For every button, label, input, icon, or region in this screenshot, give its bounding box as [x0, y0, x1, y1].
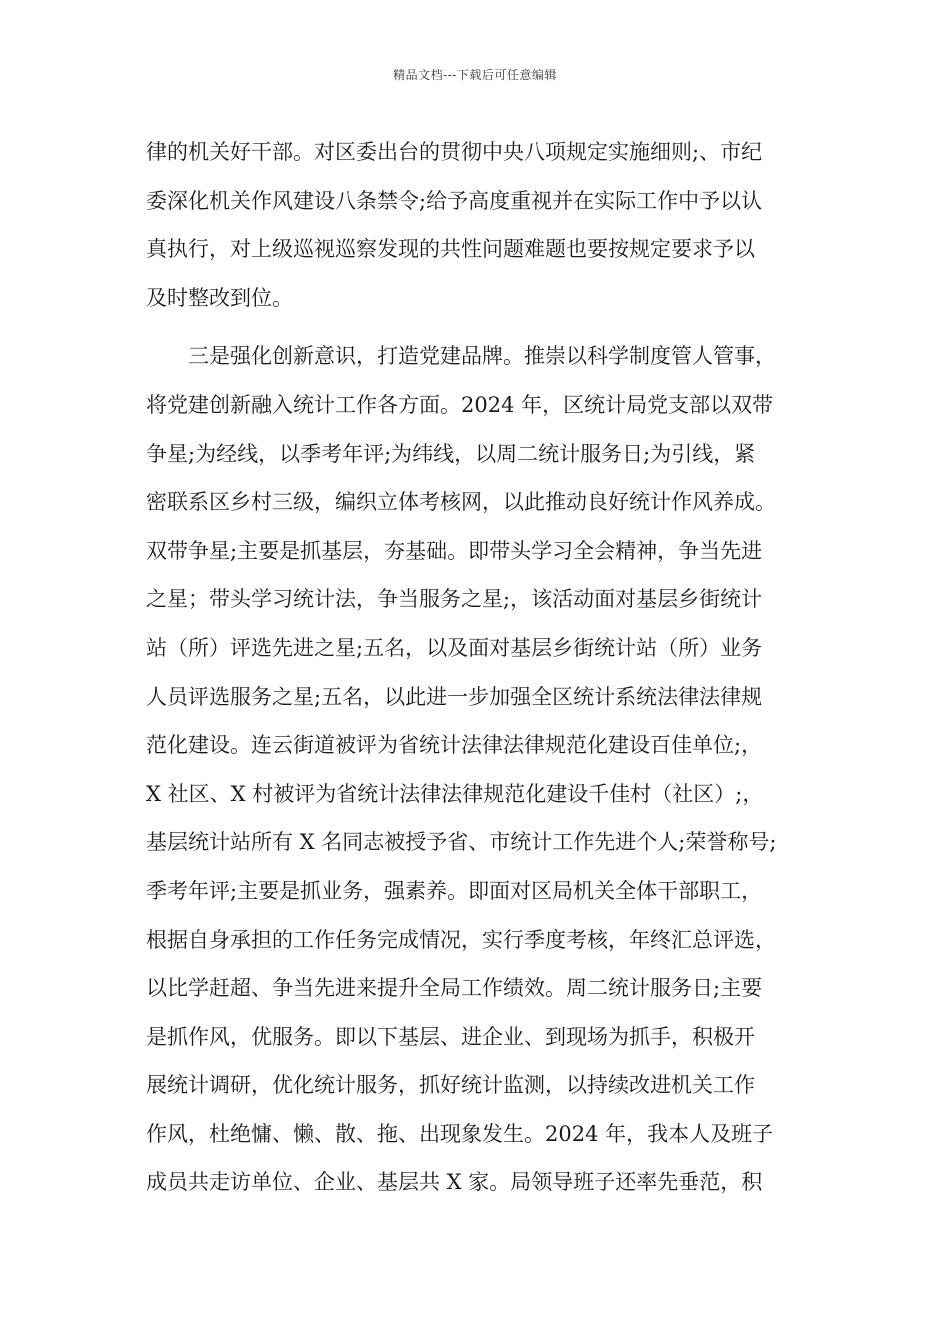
text-line: 基层统计站所有 X 名同志被授予省、市统计工作先进个人;荣誉称号;	[146, 830, 777, 855]
text-line: 展统计调研，优化统计服务，抓好统计监测，以持续改进机关工作	[146, 1073, 755, 1098]
text-line: X 社区、X 村被评为省统计法律法律规范化建设千佳村（社区）;，	[146, 781, 764, 806]
text-line: 范化建设。连云街道被评为省统计法律法律规范化建设百佳单位;，	[146, 733, 763, 758]
text-line: 委深化机关作风建设八条禁令;给予高度重视并在实际工作中予以认	[146, 188, 763, 213]
text-line: 是抓作风，优服务。即以下基层、进企业、到现场为抓手，积极开	[146, 1024, 755, 1049]
text-line: 作风，杜绝慵、懒、散、拖、出现象发生。2024 年，我本人及班子	[146, 1121, 774, 1146]
text-line: 争星;为经线，以季考年评;为纬线，以周二统计服务日;为引线，紧	[146, 441, 756, 466]
text-line: 站（所）评选先进之星;五名，以及面对基层乡街统计站（所）业务	[146, 635, 763, 660]
page-header: 精品文档---下载后可任意编辑	[393, 68, 557, 82]
text-line: 密联系区乡村三级，编织立体考核网，以此推动良好统计作风养成。	[146, 490, 776, 515]
text-line: 双带争星;主要是抓基层，夯基础。即带头学习全会精神，争当先进	[146, 538, 763, 563]
text-line: 人员评选服务之星;五名，以此进一步加强全区统计系统法律法律规	[146, 684, 763, 709]
paragraph-start-line: 三是强化创新意识，打造党建品牌。推崇以科学制度管人管事，	[146, 344, 776, 369]
text-line: 成员共走访单位、企业、基层共 X 家。局领导班子还率先垂范，积	[146, 1170, 763, 1195]
text-line: 根据自身承担的工作任务完成情况，实行季度考核，年终汇总评选，	[146, 927, 776, 952]
text-line: 以比学赶超、争当先进来提升全局工作绩效。周二统计服务日;主要	[146, 976, 763, 1001]
text-line: 之星；带头学习统计法，争当服务之星;，该活动面对基层乡街统计	[146, 587, 763, 612]
text-line: 真执行，对上级巡视巡察发现的共性问题难题也要按规定要求予以	[146, 237, 755, 262]
text-line: 将党建创新融入统计工作各方面。2024 年，区统计局党支部以双带	[146, 392, 774, 417]
text-line: 及时整改到位。	[146, 285, 293, 310]
document-body	[146, 128, 814, 1207]
text-line: 律的机关好干部。对区委出台的贯彻中央八项规定实施细则;、市纪	[146, 140, 763, 164]
text-line: 季考年评;主要是抓业务，强素养。即面对区局机关全体干部职工，	[146, 878, 763, 903]
